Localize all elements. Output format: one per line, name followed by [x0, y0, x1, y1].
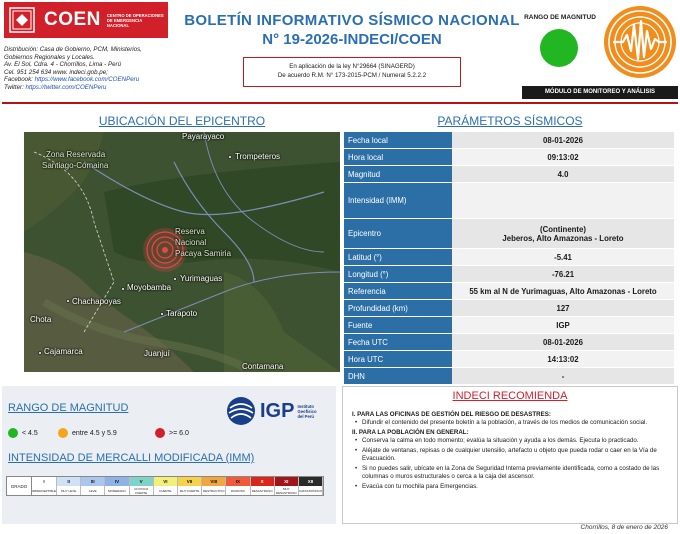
mercalli-cell — [202, 477, 226, 495]
map-city-dot — [121, 287, 125, 291]
red-dot-icon — [155, 428, 165, 438]
mercalli-grade: III — [81, 477, 104, 486]
param-value: IGP — [452, 317, 674, 333]
param-value: 09:13:02 — [452, 149, 674, 165]
map-label-chota: Chota — [30, 315, 52, 324]
mercalli-description: DESTRUCTIVO — [202, 486, 225, 495]
epicenter-type: (Continente) — [540, 224, 586, 234]
table-row — [344, 266, 674, 283]
logo-subtitle: CENTRO DE OPERACIONES DE EMERGENCIA NACIONAL — [106, 12, 164, 28]
bulletin-title: BOLETÍN INFORMATIVO SÍSMICO NACIONAL — [184, 12, 520, 29]
mercalli-cell — [251, 477, 275, 495]
mercalli-grade: VIII — [202, 477, 225, 486]
magnitude-range-indicator — [540, 29, 578, 67]
mercalli-cell — [226, 477, 250, 495]
table-row — [344, 317, 674, 334]
param-value: 08-01-2026 — [452, 132, 674, 148]
table-row — [344, 219, 674, 249]
mercalli-grade: X — [251, 477, 274, 486]
mercalli-description: IMPERCEPTIBLE — [32, 486, 56, 495]
mercalli-grade: IX — [226, 477, 249, 486]
mercalli-description: RUINOSO — [226, 486, 249, 495]
table-row — [344, 351, 674, 368]
table-row — [344, 166, 674, 183]
table-row — [344, 283, 674, 300]
bulletin-number: N° 19-2026-INDECI/COEN — [262, 31, 442, 48]
mercalli-description: MUY LEVE — [57, 486, 80, 495]
param-value: -76.21 — [452, 266, 674, 282]
table-row — [344, 300, 674, 317]
param-key: Latitud (°) — [344, 249, 452, 265]
coen-emblem-icon — [8, 6, 36, 34]
mercalli-grade: I — [32, 477, 56, 486]
twitter-link[interactable]: https://twitter.com/COENPeru — [25, 83, 107, 91]
header-divider — [2, 102, 678, 104]
logo-brand: COEN — [44, 9, 101, 30]
recommendation-section-head: I. PARA LAS OFICINAS DE GESTIÓN DEL RIESGO DE DESASTRES: — [352, 411, 551, 418]
igp-subtitle-line: Instituto — [297, 403, 314, 409]
param-key: Hora local — [344, 149, 452, 165]
coen-logo — [4, 2, 168, 38]
param-value — [452, 219, 674, 248]
param-key: Fecha UTC — [344, 334, 452, 350]
mercalli-description: MODERADO — [105, 486, 128, 495]
distribution-line: Distribución: Casa de Gobierno, PCM, Ministerios, — [4, 46, 142, 53]
facebook-label: Facebook: — [4, 76, 35, 84]
param-value: 08-01-2026 — [452, 334, 674, 350]
parameters-table — [344, 132, 674, 385]
param-value: 14:13:02 — [452, 351, 674, 367]
map-label-tarapoto: Tarapoto — [166, 309, 198, 318]
map-label-juanjui: Juanjuí — [144, 349, 170, 358]
param-key: Profundidad (km) — [344, 300, 452, 316]
orange-dot-icon — [58, 428, 68, 438]
param-value: 4.0 — [452, 166, 674, 182]
mercalli-grade-label: GRADO — [7, 477, 32, 495]
address-line: Av. El Sol, Cdra. 4 - Chorrillos, Lima - Perú — [4, 61, 122, 69]
mercalli-cell — [81, 477, 105, 495]
table-row — [344, 183, 674, 219]
map-label-yurimaguas: Yurimaguas — [180, 274, 223, 283]
mercalli-description: FUERTE — [154, 486, 177, 495]
map-label-reserva: Reserva — [175, 227, 205, 236]
table-row — [344, 368, 674, 385]
magnitude-legend-label: entre 4.5 y 5.9 — [72, 429, 117, 437]
map-city-dot — [173, 277, 177, 281]
map-label-payarayaco: Payarayaco — [182, 132, 225, 141]
map-label-cajamarca: Cajamarca — [44, 347, 83, 356]
magnitude-legend-item — [8, 428, 38, 438]
mercalli-grade: V — [130, 477, 153, 486]
map-label-nacional: Nacional — [175, 238, 207, 247]
mercalli-cell — [57, 477, 81, 495]
mercalli-grade: VI — [154, 477, 177, 486]
map-label-trompeteros: Trompeteros — [235, 152, 281, 161]
recommendation-list — [352, 419, 670, 427]
recommendation-section-head: II. PARA LA POBLACIÓN EN GENERAL: — [352, 428, 469, 436]
epicenter-map[interactable] — [24, 132, 340, 372]
recommendations-body — [352, 410, 670, 492]
mercalli-grade: VII — [178, 477, 201, 486]
law-line: De acuerdo R.M. N° 173-2015-PCM / Numeral 5.2.2.2 — [277, 72, 427, 79]
green-dot-icon — [8, 428, 18, 438]
mercalli-description: LEVE — [81, 486, 104, 495]
distribution-info — [4, 46, 174, 92]
igp-subtitle-line: del Perú — [297, 413, 314, 419]
magnitude-legend-label: < 4.5 — [22, 429, 38, 437]
recommendation-item: • Conserva la calma en todo momento; evalúa la situación y ayuda a los demás. Ejecuta lo practicado. — [362, 437, 670, 445]
param-key: Referencia — [344, 283, 452, 299]
recommendation-list — [352, 437, 670, 491]
mercalli-grade: XI — [275, 477, 298, 486]
igp-logo — [226, 394, 330, 428]
map-label-chachapoyas: Chachapoyas — [72, 297, 121, 306]
magnitude-legend-item — [155, 428, 189, 438]
param-value: 55 km al N de Yurimaguas, Alto Amazonas - Loreto — [452, 283, 674, 299]
seismograph-icon — [603, 5, 677, 79]
magnitude-legend-item — [58, 428, 117, 438]
map-label-zona-reservada: Zona Reservada — [46, 150, 106, 159]
recommendation-item: • Evacúa con tu mochila para Emergencias. — [362, 483, 670, 491]
igp-subtitle — [297, 404, 316, 419]
magnitude-range-title: RANGO DE MAGNITUD — [524, 14, 596, 21]
twitter-label: Twitter: — [4, 83, 26, 91]
mercalli-cell — [130, 477, 154, 495]
mercalli-scale — [6, 476, 324, 496]
igp-text: IGP — [260, 399, 295, 422]
map-label-pacaya-samiria: Pacaya Samiria — [175, 249, 232, 258]
param-value — [452, 183, 674, 218]
twitter-line — [4, 84, 174, 92]
mercalli-grade: II — [57, 477, 80, 486]
map-city-dot — [66, 299, 70, 303]
mercalli-cell — [154, 477, 178, 495]
table-row — [344, 132, 674, 149]
mercalli-description: MUY DESASTROSO — [275, 486, 297, 495]
mercalli-description: UN POCO FUERTE — [130, 486, 153, 495]
param-key: Intensidad (IMM) — [344, 183, 452, 218]
law-box — [243, 57, 461, 87]
mercalli-cells — [32, 477, 323, 495]
map-label-moyobamba: Moyobamba — [127, 283, 172, 292]
distribution-line: Gobiernos Regionales y Locales. — [4, 53, 95, 61]
contact-line: Cel. 951 254 634 www. indeci.gob.pe; — [4, 68, 108, 76]
table-row — [344, 249, 674, 266]
map-label-contamana: Contamana — [242, 362, 284, 371]
mercalli-cell — [275, 477, 299, 495]
table-row — [344, 334, 674, 351]
mercalli-title: INTENSIDAD DE MERCALLI MODIFICADA (IMM) — [8, 452, 255, 464]
magnitude-legend-label: >= 6.0 — [169, 429, 189, 437]
map-city-dot — [228, 155, 232, 159]
recommendation-item: • Aléjate de ventanas, repisas o de cualquier utensilio, artefacto u objeto que pueda rodar o caer en la Vía de Evacuación. — [362, 447, 670, 463]
mercalli-description: MUY FUERTE — [178, 486, 201, 495]
param-value: 127 — [452, 300, 674, 316]
footer-date: Chorrillos, 8 de enero de 2026 — [580, 524, 668, 531]
param-key: Longitud (°) — [344, 266, 452, 282]
param-key: Epicentro — [344, 219, 452, 248]
magnitude-legend-title: RANGO DE MAGNITUD — [8, 402, 129, 414]
law-line: En aplicación de la ley N°29664 (SINAGERD) — [289, 63, 415, 70]
param-key: Fuente — [344, 317, 452, 333]
recommendation-item: • Si no puedes salir, ubícate en la Zona de Seguridad Interna previamente identificada, como a costado de las columnas o muros estructurales o cerca a la caja del ascensor. — [362, 465, 670, 481]
recommendation-item: • Difundir el contenido del presente boletín a la población, a través de los medios de comunicación social. — [362, 419, 670, 427]
mercalli-cell — [105, 477, 129, 495]
map-city-dot — [160, 312, 164, 316]
param-key: Hora UTC — [344, 351, 452, 367]
mercalli-cell — [299, 477, 323, 495]
mercalli-grade: IV — [105, 477, 128, 486]
table-row — [344, 149, 674, 166]
param-key: DHN — [344, 368, 452, 384]
mercalli-grade: XII — [299, 477, 322, 486]
param-value: -5.41 — [452, 249, 674, 265]
facebook-link[interactable]: https://www.facebook.com/COENPeru — [34, 76, 140, 84]
param-key: Fecha local — [344, 132, 452, 148]
param-key: Magnitud — [344, 166, 452, 182]
mercalli-description: CATASTRÓFICO — [299, 486, 322, 495]
param-value: - — [452, 368, 674, 384]
igp-globe-icon — [226, 396, 256, 426]
epicenter-place: Jeberos, Alto Amazonas - Loreto — [502, 233, 624, 243]
igp-subtitle-line: Geofísico — [297, 408, 317, 414]
map-label-santiago-comaina: Santiago-Comaina — [42, 161, 109, 170]
map-city-dot — [38, 351, 42, 355]
parameters-section-title: PARÁMETROS SÍSMICOS — [437, 114, 583, 128]
mercalli-cell — [32, 477, 57, 495]
monitoring-module-label: MÓDULO DE MONITOREO Y ANÁLISIS — [522, 86, 678, 99]
mercalli-description: DESASTROSO — [251, 486, 274, 495]
mercalli-cell — [178, 477, 202, 495]
facebook-line — [4, 76, 174, 84]
epicenter-section-title: UBICACIÓN DEL EPICENTRO — [98, 114, 266, 128]
recommendations-title: INDECI RECOMIENDA — [452, 390, 568, 402]
